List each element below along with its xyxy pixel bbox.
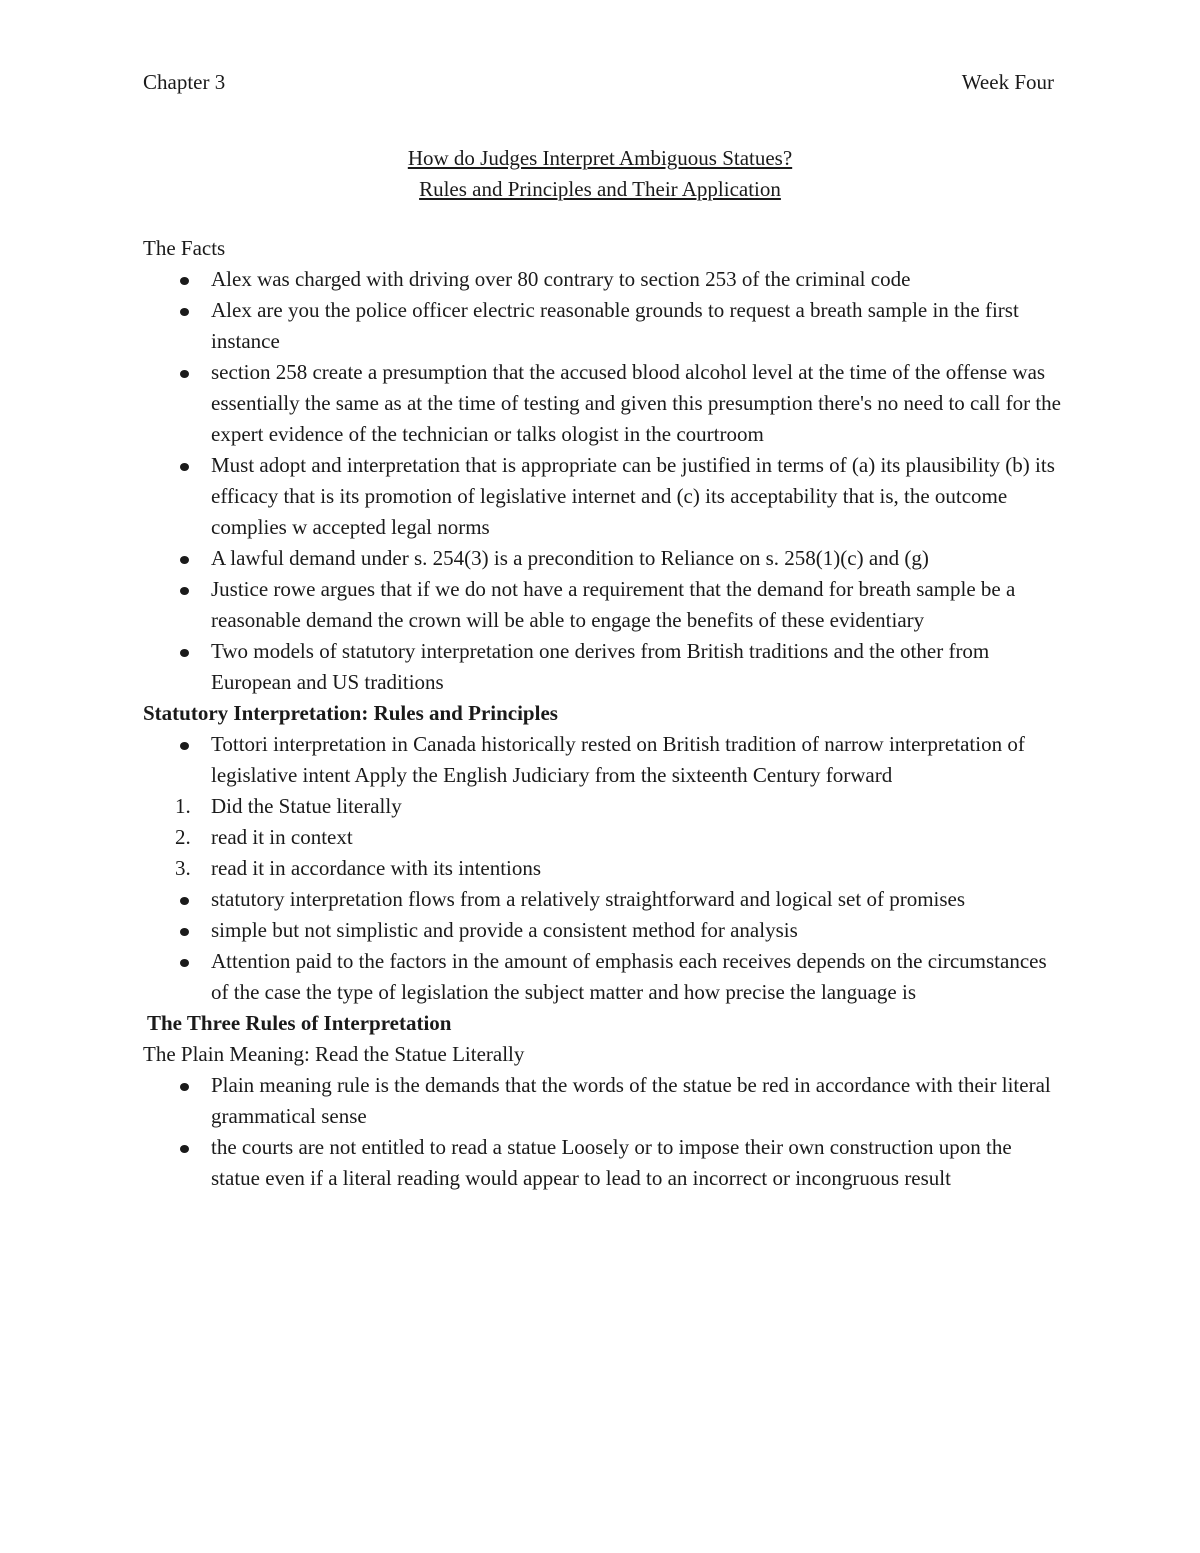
document-title (0, 143, 1200, 205)
bullet-icon (180, 308, 189, 316)
list-item-text: read it in context (211, 825, 353, 849)
numbered-item (143, 791, 1063, 822)
bullet-icon (180, 556, 189, 564)
facts-list (143, 264, 1063, 698)
list-item (143, 915, 1063, 946)
list-item-text: read it in accordance with its intentions (211, 856, 542, 880)
list-item (143, 884, 1063, 915)
list-item-text: Tottori interpretation in Canada historically rested on British tradition of narrow interpretation of legislative intent Apply the English Judiciary from the sixteenth Century forward (211, 732, 1025, 787)
bullet-icon (180, 370, 189, 378)
list-item-text: Must adopt and interpretation that is appropriate can be justified in terms of (a) its plausibility (b) its efficacy that is its promotion of legislative internet and (c) its acceptability that is, the outcome complies w accepted legal norms (211, 453, 1055, 539)
list-item-text: Two models of statutory interpretation one derives from British traditions and the other from European and US traditions (211, 639, 990, 694)
title-line-2: Rules and Principles and Their Application (419, 177, 781, 201)
bullet-icon (180, 928, 189, 936)
document-body (143, 233, 1063, 1194)
bullet-icon (180, 959, 189, 967)
bullet-icon (180, 897, 189, 905)
bullet-icon (180, 277, 189, 285)
list-item-text: Attention paid to the factors in the amount of emphasis each receives depends on the circumstances of the case the type of legislation the subject matter and how precise the language is (211, 949, 1047, 1004)
numbered-item (143, 853, 1063, 884)
item-number: 1. (175, 794, 191, 818)
list-item (143, 729, 1063, 791)
chapter-label: Chapter 3 (143, 70, 226, 94)
list-item-text: section 258 create a presumption that the accused blood alcohol level at the time of the offense was essentially the same as at the time of testing and given this presumption there's no need to call for the expert evidence of the technician or talks ologist in the courtroom (211, 360, 1061, 446)
list-item (143, 574, 1063, 636)
statutory-numbered-list (143, 791, 1063, 884)
plain-meaning-subheading: The Plain Meaning: Read the Statue Literally (143, 1042, 525, 1066)
bullet-icon (180, 587, 189, 595)
statutory-heading: Statutory Interpretation: Rules and Principles (143, 701, 558, 725)
list-item-text: statutory interpretation flows from a relatively straightforward and logical set of promises (211, 887, 966, 911)
list-item-text: Alex was charged with driving over 80 contrary to section 253 of the criminal code (211, 267, 911, 291)
bullet-icon (180, 463, 189, 471)
list-item (143, 295, 1063, 357)
item-number: 3. (175, 856, 191, 880)
week-label: Week Four (961, 70, 1054, 94)
bullet-icon (180, 1083, 189, 1091)
bullet-icon (180, 1145, 189, 1153)
list-item (143, 357, 1063, 450)
page-header (143, 70, 1054, 100)
facts-label: The Facts (143, 236, 226, 260)
bullet-icon (180, 649, 189, 657)
list-item (143, 946, 1063, 1008)
list-item (143, 264, 1063, 295)
item-number: 2. (175, 825, 191, 849)
list-item (143, 543, 1063, 574)
bullet-icon (180, 742, 189, 750)
list-item-text: simple but not simplistic and provide a consistent method for analysis (211, 918, 798, 942)
statutory-list-2 (143, 884, 1063, 1008)
list-item (143, 636, 1063, 698)
list-item-text: A lawful demand under s. 254(3) is a precondition to Reliance on s. 258(1)(c) and (g) (211, 546, 929, 570)
list-item-text: Alex are you the police officer electric reasonable grounds to request a breath sample in the first instance (211, 298, 1019, 353)
title-line-1: How do Judges Interpret Ambiguous Statues? (407, 146, 793, 170)
three-rules-heading: The Three Rules of Interpretation (147, 1011, 452, 1035)
list-item-text: Did the Statue literally (211, 794, 402, 818)
list-item-text: Plain meaning rule is the demands that the words of the statue be red in accordance with their literal grammatical sense (211, 1073, 1051, 1128)
list-item (143, 450, 1063, 543)
list-item-text: the courts are not entitled to read a statue Loosely or to impose their own construction upon the statue even if a literal reading would appear to lead to an incorrect or incongruous result (211, 1135, 1012, 1190)
statutory-list-1 (143, 729, 1063, 791)
list-item (143, 1132, 1063, 1194)
numbered-item (143, 822, 1063, 853)
list-item-text: Justice rowe argues that if we do not have a requirement that the demand for breath sample be a reasonable demand the crown will be able to engage the benefits of these evidentiary (211, 577, 1016, 632)
plain-meaning-list (143, 1070, 1063, 1194)
list-item (143, 1070, 1063, 1132)
